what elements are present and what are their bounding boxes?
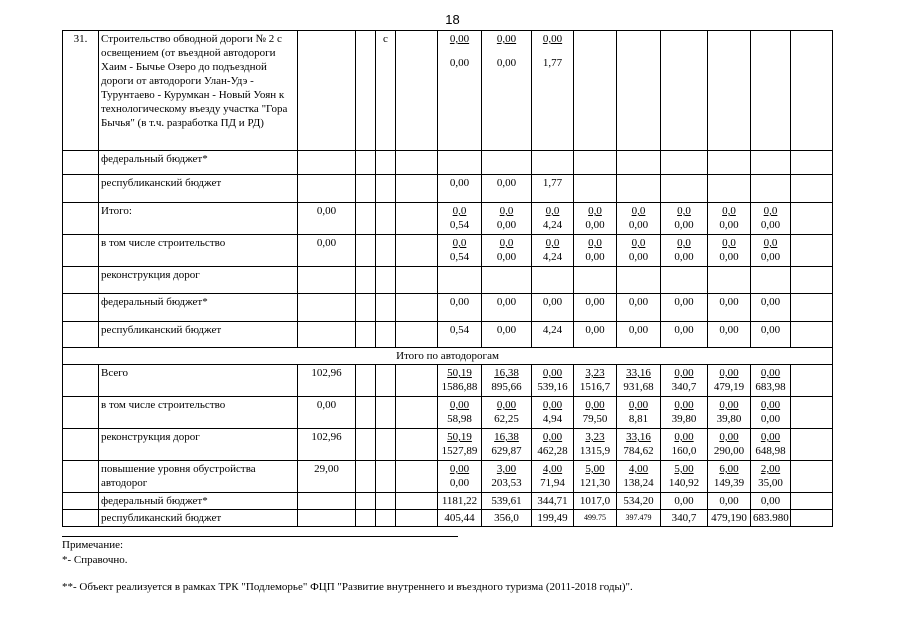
table-cell <box>438 151 482 175</box>
table-cell: 0,00 <box>617 322 661 348</box>
table-cell: 0,0 0,00 <box>482 203 532 235</box>
table-cell <box>574 151 617 175</box>
table-cell: 344,71 <box>532 493 574 510</box>
table-cell <box>356 429 376 461</box>
table-cell: 0,00 <box>661 322 708 348</box>
table-cell <box>482 151 532 175</box>
table-cell: 0,00 648,98 <box>751 429 791 461</box>
table-cell <box>396 175 438 203</box>
table-row <box>63 397 833 429</box>
table-row <box>63 461 833 493</box>
table-cell <box>63 322 99 348</box>
table-cell <box>356 235 376 267</box>
table-cell <box>751 175 791 203</box>
table-cell <box>63 510 99 527</box>
table-cell: 0,0 0,00 <box>661 203 708 235</box>
table-cell <box>396 429 438 461</box>
table-cell <box>376 294 396 322</box>
table-cell: реконструкция дорог <box>99 429 298 461</box>
table-cell: повышение уровня обустройства автодорог <box>99 461 298 493</box>
table-cell: республиканский бюджет <box>99 175 298 203</box>
notes <box>62 538 633 595</box>
table-cell: реконструкция дорог <box>99 267 298 294</box>
table-cell <box>63 397 99 429</box>
table-cell: 0,00 539,16 <box>532 365 574 397</box>
table-cell: 0,00 <box>532 294 574 322</box>
table-cell: 539,61 <box>482 493 532 510</box>
table-cell: 0,00 58,98 <box>438 397 482 429</box>
table-cell <box>376 429 396 461</box>
table-cell: 4,24 <box>532 322 574 348</box>
table-cell: 0,00 <box>482 294 532 322</box>
table-cell <box>396 31 438 151</box>
table-cell <box>298 493 356 510</box>
table-cell <box>791 429 833 461</box>
table-cell <box>356 322 376 348</box>
table-cell: 0,54 <box>438 322 482 348</box>
table-cell <box>356 397 376 429</box>
table-cell: 3,00 203,53 <box>482 461 532 493</box>
table-cell: 0,00 <box>298 235 356 267</box>
table-cell <box>396 203 438 235</box>
table-cell: 534,20 <box>617 493 661 510</box>
table-cell <box>396 493 438 510</box>
table-cell: 0,00 <box>708 294 751 322</box>
table-cell: 4,00 71,94 <box>532 461 574 493</box>
table-cell <box>661 267 708 294</box>
table-cell: 1,77 <box>532 175 574 203</box>
table-cell: 102,96 <box>298 429 356 461</box>
table-cell: 0,00 462,28 <box>532 429 574 461</box>
table-cell: 33,16 931,68 <box>617 365 661 397</box>
table-cell <box>376 175 396 203</box>
table-cell <box>298 151 356 175</box>
table-cell: 405,44 <box>438 510 482 527</box>
table-cell: 0,00 0,00 <box>438 31 482 151</box>
table-cell: 0,00 340,7 <box>661 365 708 397</box>
table-cell: 340,7 <box>661 510 708 527</box>
table-cell <box>791 31 833 151</box>
table-cell <box>298 294 356 322</box>
table-cell: 0,00 290,00 <box>708 429 751 461</box>
table-cell: 2,00 35,00 <box>751 461 791 493</box>
table-cell <box>751 31 791 151</box>
table-cell <box>63 493 99 510</box>
table-cell: 0,0 0,00 <box>751 203 791 235</box>
table-cell <box>751 151 791 175</box>
table-cell <box>791 365 833 397</box>
table-cell: 0,00 <box>751 493 791 510</box>
table-cell <box>356 175 376 203</box>
table-cell: 16,38 895,66 <box>482 365 532 397</box>
table-cell: 0,00 160,0 <box>661 429 708 461</box>
table-cell <box>376 151 396 175</box>
table-cell <box>574 31 617 151</box>
table-cell <box>396 151 438 175</box>
table-cell: 0,00 <box>708 322 751 348</box>
table-row <box>63 365 833 397</box>
table-cell: 0,00 479,19 <box>708 365 751 397</box>
table-cell: 683.980 <box>751 510 791 527</box>
table-cell <box>791 322 833 348</box>
table-cell: 1181,22 <box>438 493 482 510</box>
table-cell: 0,00 4,94 <box>532 397 574 429</box>
table-row <box>63 510 833 527</box>
page-number: 18 <box>445 12 460 27</box>
table-cell: 50,19 1586,88 <box>438 365 482 397</box>
table-cell: 499.75 <box>574 510 617 527</box>
table-cell: 0,00 79,50 <box>574 397 617 429</box>
table-cell <box>298 322 356 348</box>
table-cell: 0,00 8,81 <box>617 397 661 429</box>
table-cell <box>708 151 751 175</box>
table-cell <box>661 31 708 151</box>
table-cell <box>376 322 396 348</box>
table-cell: 0,0 0,00 <box>617 235 661 267</box>
section-header <box>63 348 833 365</box>
table-cell <box>396 322 438 348</box>
table-cell <box>356 365 376 397</box>
table-cell: республиканский бюджет <box>99 322 298 348</box>
table-cell <box>356 151 376 175</box>
object-title: Строительство обводной дороги № 2 с освещением (от въездной автодороги Хаим - Бычье Озеро до подъездной дороги от автодороги Улан-Удэ - Турунтаево - Курумкан - Новый Уоян к технологическому въезду участка "Гора Бычья" (в т.ч. разработка ПД и РД) <box>99 31 298 151</box>
table-cell <box>63 294 99 322</box>
table-cell <box>376 461 396 493</box>
table-cell <box>298 267 356 294</box>
table-cell: 29,00 <box>298 461 356 493</box>
table-cell: 199,49 <box>532 510 574 527</box>
table-row <box>63 203 833 235</box>
table-cell <box>791 267 833 294</box>
table-row <box>63 151 833 175</box>
table-cell: 1017,0 <box>574 493 617 510</box>
table-cell <box>376 365 396 397</box>
note-2: **- Объект реализуется в рамках ТРК "Подлеморье" ФЦП "Развитие внутреннего и въездного туризма (2011-2018 годы)". <box>62 581 633 593</box>
table-cell <box>791 461 833 493</box>
table-cell: 0,0 4,24 <box>532 235 574 267</box>
table-cell <box>356 461 376 493</box>
mark-cell: с <box>376 31 396 151</box>
table-cell: 0,0 4,24 <box>532 203 574 235</box>
table-cell: 0,00 <box>482 175 532 203</box>
table-cell <box>708 175 751 203</box>
table-cell: 0,0 0,54 <box>438 235 482 267</box>
table-cell <box>791 235 833 267</box>
table-cell <box>438 267 482 294</box>
table-cell <box>661 175 708 203</box>
table-cell <box>661 151 708 175</box>
table-cell <box>791 175 833 203</box>
table-cell: в том числе строительство <box>99 235 298 267</box>
table-cell: республиканский бюджет <box>99 510 298 527</box>
table-cell <box>791 151 833 175</box>
notes-title: Примечание: <box>62 539 124 551</box>
table-cell: 102,96 <box>298 365 356 397</box>
table-cell <box>617 31 661 151</box>
table-cell: Итого по автодорогам <box>63 348 833 365</box>
table-cell: 0,00 <box>438 175 482 203</box>
table-row <box>63 267 833 294</box>
table-cell <box>396 397 438 429</box>
table-cell: 16,38 629,87 <box>482 429 532 461</box>
table-cell: 0,00 <box>751 322 791 348</box>
table-cell: 5,00 140,92 <box>661 461 708 493</box>
table-cell: 0,00 39,80 <box>708 397 751 429</box>
table-cell <box>791 493 833 510</box>
table-cell <box>396 294 438 322</box>
table-cell: 479,190 <box>708 510 751 527</box>
table-cell <box>298 175 356 203</box>
table-cell: 0,00 683,98 <box>751 365 791 397</box>
table-row <box>63 175 833 203</box>
table-cell <box>376 397 396 429</box>
table-row <box>63 322 833 348</box>
table-cell: 4,00 138,24 <box>617 461 661 493</box>
table-row <box>63 235 833 267</box>
table-cell <box>791 510 833 527</box>
table-cell <box>356 31 376 151</box>
table-cell <box>617 267 661 294</box>
table-cell: 0,00 <box>708 493 751 510</box>
table-cell <box>63 235 99 267</box>
table-cell: 50,19 1527,89 <box>438 429 482 461</box>
table-cell <box>396 510 438 527</box>
row-number: 31. <box>63 31 99 151</box>
table-cell <box>356 267 376 294</box>
table-cell <box>376 510 396 527</box>
table-cell <box>751 267 791 294</box>
budget-table <box>62 30 833 527</box>
table-cell <box>396 267 438 294</box>
table-cell: 0,00 <box>574 294 617 322</box>
table-cell <box>396 461 438 493</box>
table-cell <box>63 365 99 397</box>
table-cell <box>791 294 833 322</box>
table-cell <box>482 267 532 294</box>
table-row <box>63 493 833 510</box>
table-cell <box>791 397 833 429</box>
table-cell <box>376 235 396 267</box>
table-cell <box>63 461 99 493</box>
table-cell <box>298 510 356 527</box>
table-cell: 0,0 0,00 <box>708 235 751 267</box>
table-cell: 0,00 1,77 <box>532 31 574 151</box>
table-cell: федеральный бюджет* <box>99 294 298 322</box>
table-cell <box>356 493 376 510</box>
table-cell: 0,00 <box>617 294 661 322</box>
table-cell <box>574 267 617 294</box>
table-cell: 5,00 121,30 <box>574 461 617 493</box>
table-cell <box>574 175 617 203</box>
table-cell <box>376 203 396 235</box>
table-cell: федеральный бюджет* <box>99 493 298 510</box>
table-cell: 0,0 0,54 <box>438 203 482 235</box>
table-cell <box>396 365 438 397</box>
table-cell: 0,00 <box>298 397 356 429</box>
table-cell <box>396 235 438 267</box>
table-cell: 356,0 <box>482 510 532 527</box>
table-cell: Всего <box>99 365 298 397</box>
table-cell: 0,00 39,80 <box>661 397 708 429</box>
table-cell: 0,00 0,00 <box>438 461 482 493</box>
table-cell: 0,00 <box>661 294 708 322</box>
table-row <box>63 294 833 322</box>
table-cell: 0,00 <box>482 322 532 348</box>
table-cell <box>532 151 574 175</box>
table-row <box>63 31 833 151</box>
table-cell: 0,00 0,00 <box>751 397 791 429</box>
table-cell: 0,0 0,00 <box>751 235 791 267</box>
table-cell <box>356 510 376 527</box>
table-cell: 397.479 <box>617 510 661 527</box>
table-cell: в том числе строительство <box>99 397 298 429</box>
table-cell: 0,0 0,00 <box>708 203 751 235</box>
table-cell <box>63 203 99 235</box>
table-cell: 0,0 0,00 <box>617 203 661 235</box>
table-cell: 0,00 <box>661 493 708 510</box>
table-cell: 0,00 <box>574 322 617 348</box>
table-cell <box>532 267 574 294</box>
table-cell <box>791 203 833 235</box>
table-cell <box>356 203 376 235</box>
table-cell: 0,00 62,25 <box>482 397 532 429</box>
table-cell <box>617 151 661 175</box>
table-cell <box>63 151 99 175</box>
table-cell <box>298 31 356 151</box>
table-cell: 0,00 <box>751 294 791 322</box>
table-cell: 0,00 <box>298 203 356 235</box>
table-cell <box>708 267 751 294</box>
table-cell: 0,0 0,00 <box>574 203 617 235</box>
table-cell: 3,23 1315,9 <box>574 429 617 461</box>
table-row <box>63 429 833 461</box>
table-cell <box>376 493 396 510</box>
table-cell <box>708 31 751 151</box>
table-cell <box>63 429 99 461</box>
table-cell: 0,0 0,00 <box>482 235 532 267</box>
table-cell <box>63 267 99 294</box>
table-cell: федеральный бюджет* <box>99 151 298 175</box>
table-cell <box>356 294 376 322</box>
table-cell: 33,16 784,62 <box>617 429 661 461</box>
notes-divider <box>62 536 458 537</box>
table-cell <box>617 175 661 203</box>
table-cell: 0,00 0,00 <box>482 31 532 151</box>
table-cell: 6,00 149,39 <box>708 461 751 493</box>
table-cell <box>63 175 99 203</box>
table-cell: Итого: <box>99 203 298 235</box>
table-cell <box>376 267 396 294</box>
table-cell: 0,0 0,00 <box>574 235 617 267</box>
note-1: *- Справочно. <box>62 554 128 566</box>
table-cell: 0,00 <box>438 294 482 322</box>
table-cell: 3,23 1516,7 <box>574 365 617 397</box>
table-cell: 0,0 0,00 <box>661 235 708 267</box>
